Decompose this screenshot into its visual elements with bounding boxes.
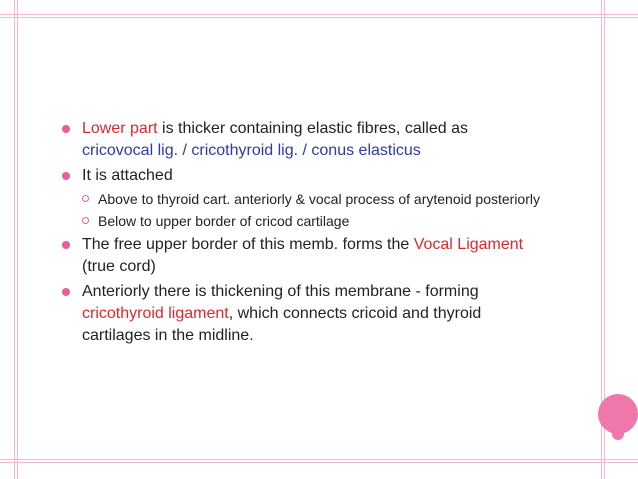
border-line xyxy=(17,0,18,479)
sub-bullet-text: Above to thyroid cart. anteriorly & vocal process of arytenoid posteriorly xyxy=(98,191,540,207)
sub-bullet-text: Below to upper border of cricod cartilage xyxy=(98,213,350,229)
bullet-item xyxy=(62,165,542,187)
bullet-text: It is attached xyxy=(82,167,173,184)
border-line xyxy=(0,462,638,463)
bullet-dot-icon xyxy=(62,241,70,249)
decorative-circle-small xyxy=(612,428,624,440)
bullet-item xyxy=(62,281,542,347)
bullet-text: Anteriorly there is thickening of this membrane - forming xyxy=(82,283,479,300)
slide-body xyxy=(62,118,542,350)
bullet-text-highlight: Vocal Ligament xyxy=(413,236,524,253)
bullet-ring-icon xyxy=(82,195,89,202)
bullet-dot-icon xyxy=(62,125,70,133)
sub-bullet-item xyxy=(62,212,542,231)
bullet-item xyxy=(62,234,542,278)
bullet-text-highlight: Lower part xyxy=(82,120,158,137)
bullet-text: The free upper border of this memb. forms the xyxy=(82,236,414,253)
border-line xyxy=(0,14,638,15)
border-line xyxy=(0,17,638,18)
bullet-text: , which connects cricoid and thyroid cartilages in the midline. xyxy=(82,305,482,344)
border-line xyxy=(0,459,638,460)
bullet-text: (true cord) xyxy=(82,258,156,275)
border-line xyxy=(14,0,15,479)
bullet-text-highlight: cricovocal lig. / cricothyroid lig. / conus elasticus xyxy=(82,142,421,159)
sub-bullet-item xyxy=(62,190,542,209)
bullet-dot-icon xyxy=(62,288,70,296)
bullet-ring-icon xyxy=(82,217,89,224)
bullet-item xyxy=(62,118,542,162)
bullet-text-highlight: cricothyroid ligament xyxy=(82,305,229,322)
bullet-text: is thicker containing elastic fibres, called as xyxy=(157,120,468,137)
bullet-dot-icon xyxy=(62,172,70,180)
